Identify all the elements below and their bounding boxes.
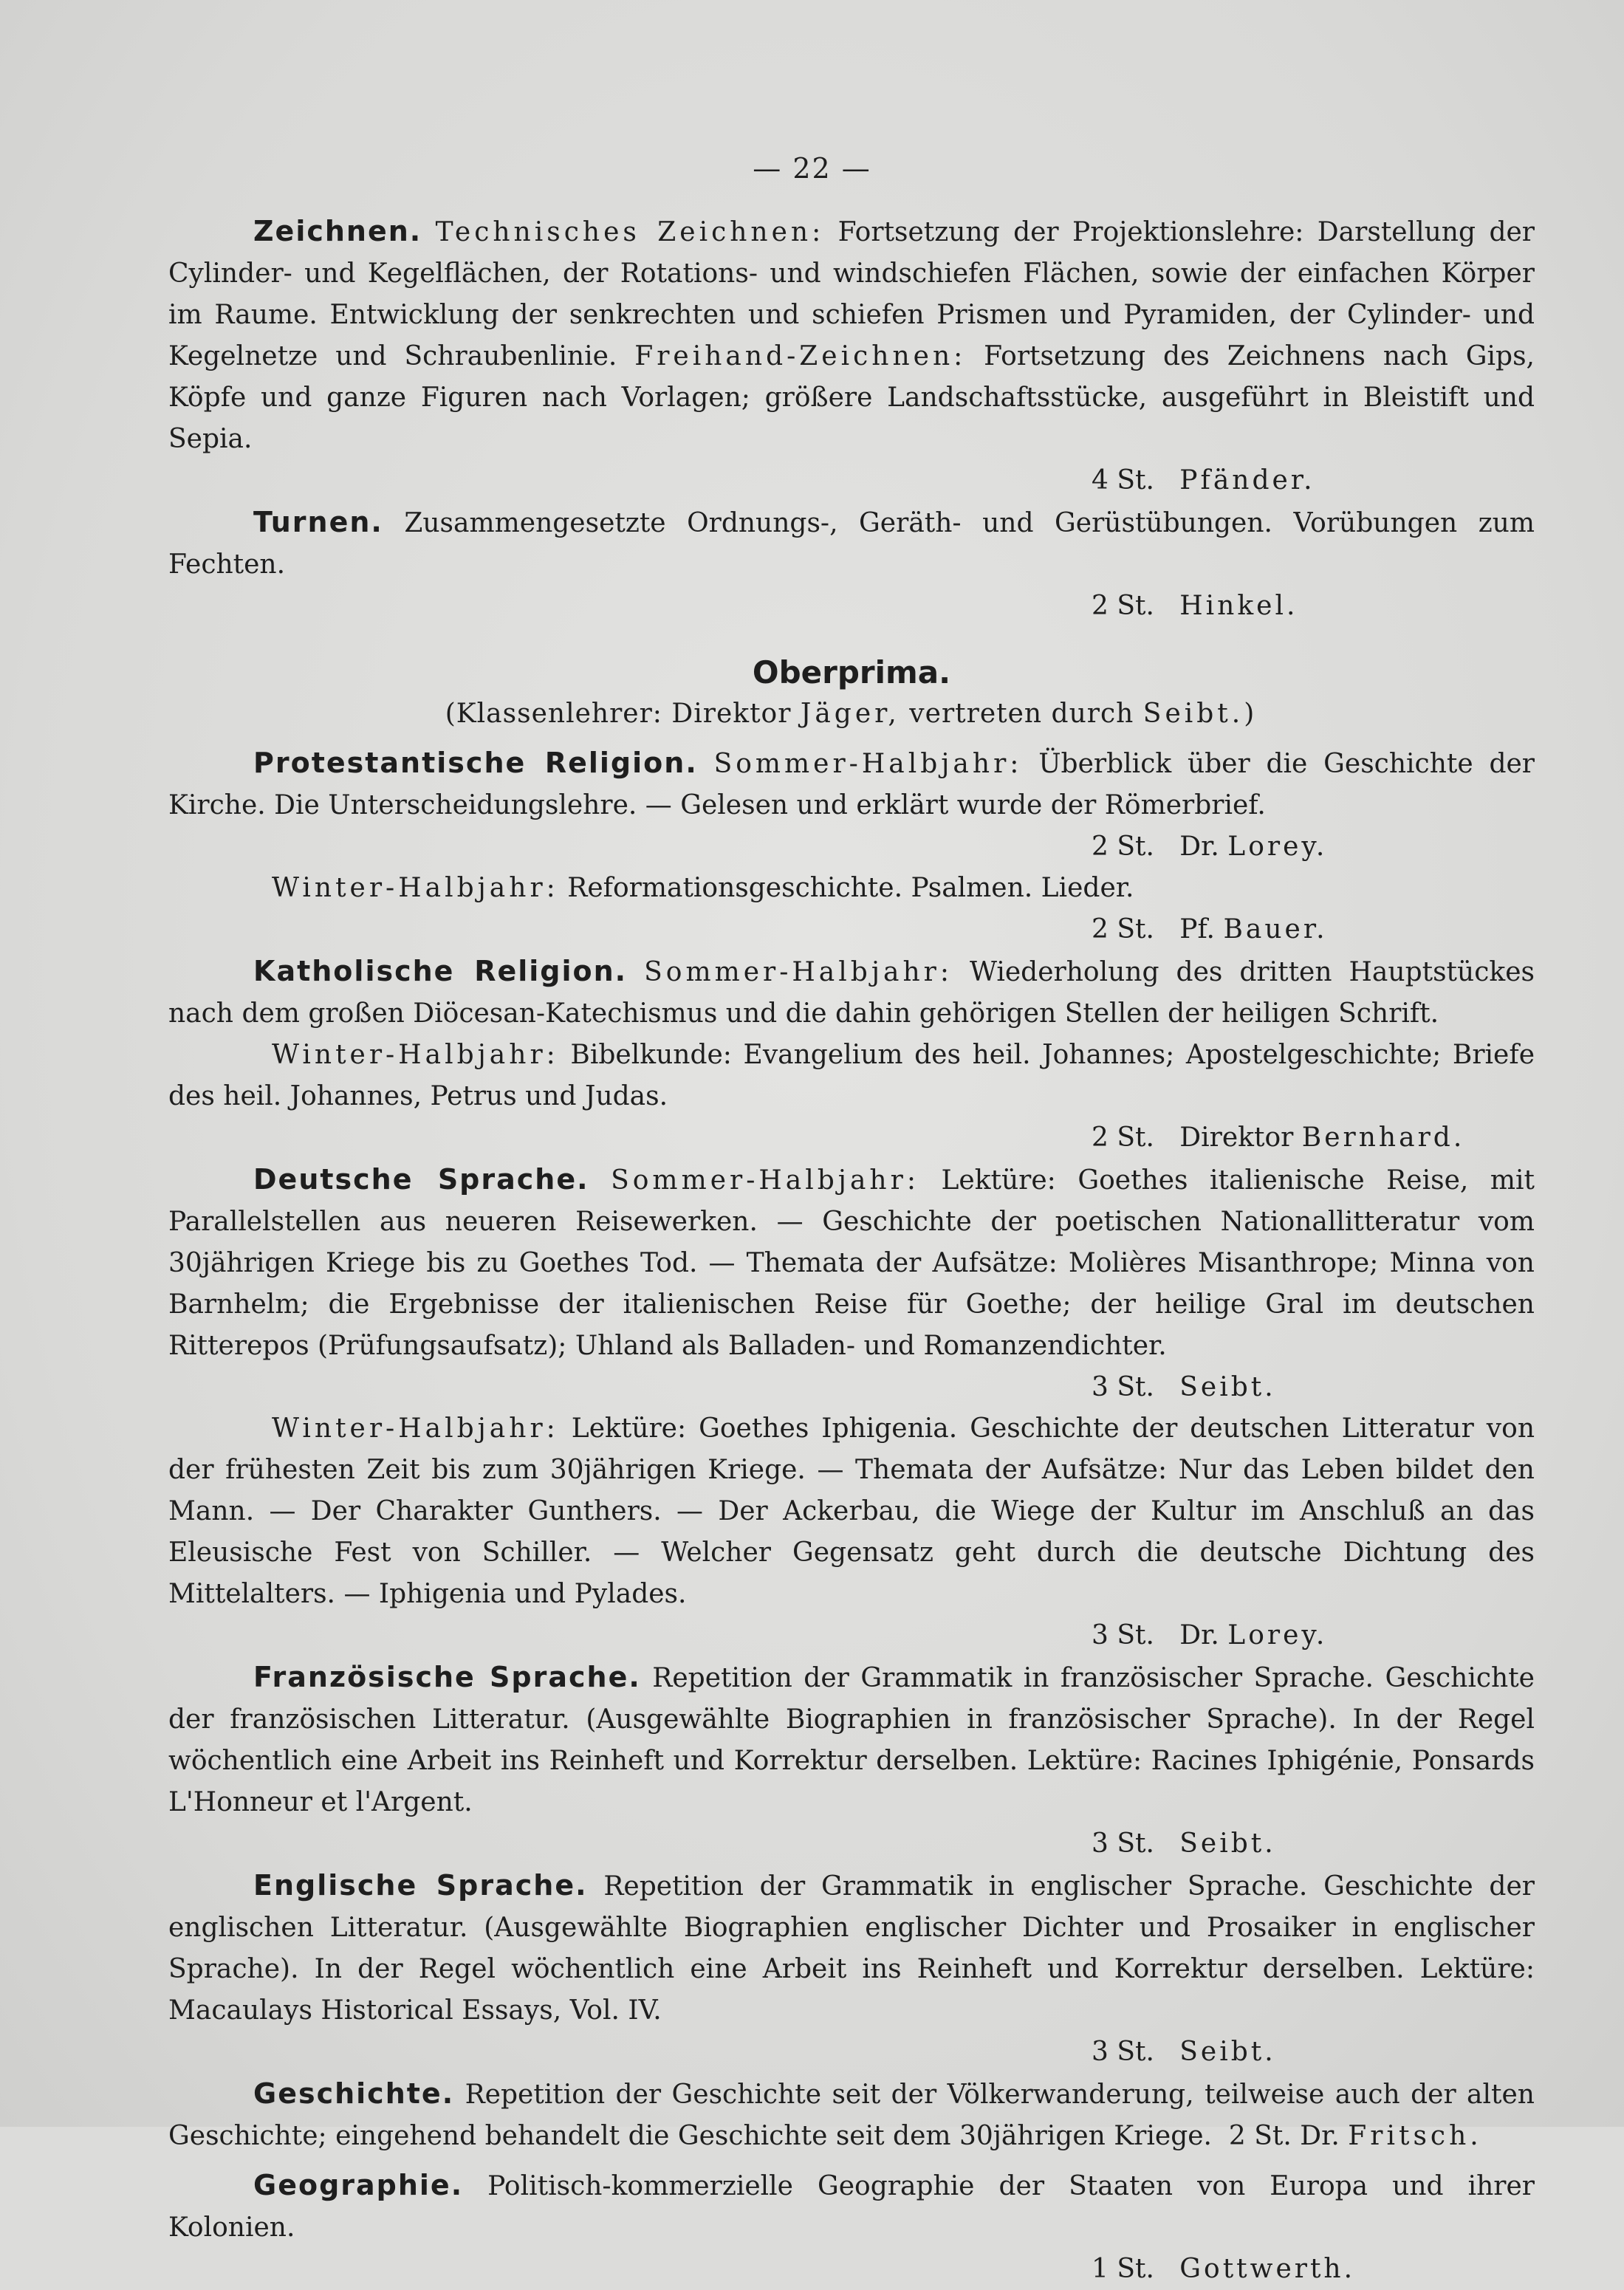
geschichte-teacher-title: Dr. xyxy=(1300,2121,1340,2151)
kath-religion-teacher-title: Direktor xyxy=(1179,1122,1294,1153)
kath-religion-summer xyxy=(168,950,1535,1035)
geschichte-text: Repetition der Geschichte seit der Völkerwanderung, teilweise auch der alten Geschichte; eingehend behandelt die Geschichte seit dem 30jährigen Kriege. xyxy=(168,2080,1535,2151)
geographie-teacher: Gottwerth. xyxy=(1179,2254,1356,2284)
kath-religion-winter-label: Winter-Halbjahr: xyxy=(272,1040,559,1070)
zeichnen-paragraph xyxy=(168,210,1535,460)
deutsch-winter-label: Winter-Halbjahr: xyxy=(272,1413,559,1444)
ev-religion-winter-teacher-title: Pf. xyxy=(1179,914,1215,945)
deutsch-winter-teacher: Lorey. xyxy=(1227,1620,1328,1650)
ev-religion-summer xyxy=(168,742,1535,826)
kath-religion-teacher: Bernhard. xyxy=(1301,1122,1465,1153)
kath-religion-title: Katholische Religion. xyxy=(253,955,628,987)
geschichte-title: Geschichte. xyxy=(253,2077,455,2110)
deutsch-winter-text: Lektüre: Goethes Iphigenia. Geschichte der deutschen Litteratur von der frühesten Zeit bis zum 30jährigen Kriege. — Themata der Aufsätze: Nur das Leben bildet den Mann. — Der Charakter Gunthers. — Der Ackerbau, die Wiege der Kultur im Anschluß an das Eleusische Fest von Schiller. — Welcher Gegensatz geht durch die deutsche Dichtung des Mittelalters. — Iphigenia und Pylades. xyxy=(168,1413,1535,1609)
zeichnen-signature xyxy=(168,460,1535,501)
section-heading: Oberprima. xyxy=(752,654,951,690)
deutsch-summer-label: Sommer-Halbjahr: xyxy=(611,1165,919,1196)
deutsch-winter-signature xyxy=(168,1615,1535,1656)
turnen-hours: 2 St. xyxy=(1092,591,1154,621)
deutsch-summer-signature xyxy=(168,1367,1535,1408)
zeichnen-teacher: Pfänder. xyxy=(1179,465,1315,496)
geographie-text: Politisch-kommerzielle Geographie der Staaten von Europa und ihrer Kolonien. xyxy=(168,2171,1535,2243)
ev-religion-winter-teacher: Bauer. xyxy=(1223,914,1328,945)
turnen-signature xyxy=(168,586,1535,627)
turnen-paragraph xyxy=(168,501,1535,586)
ev-religion-winter-label: Winter-Halbjahr: xyxy=(272,873,559,903)
kath-religion-winter-text: Bibelkunde: Evangelium des heil. Johannes; Apostelgeschichte; Briefe des heil. Johannes, Petrus und Judas. xyxy=(168,1040,1535,1111)
class-teacher-mid: vertreten durch xyxy=(909,699,1134,729)
class-teacher-name: Jäger, xyxy=(800,699,900,729)
turnen-teacher: Hinkel. xyxy=(1179,591,1298,621)
engl-title: Englische Sprache. xyxy=(253,1869,588,1902)
ev-religion-title: Protestantische Religion. xyxy=(253,747,698,779)
class-teacher-prefix: (Klassenlehrer: Direktor xyxy=(445,699,792,729)
deutsch-title: Deutsche Sprache. xyxy=(253,1163,589,1196)
ev-religion-summer-text: Überblick über die Geschichte der Kirche. Die Unterscheidungslehre. — Gelesen und erklärt wurde der Römerbrief. xyxy=(168,749,1535,820)
zeichnen-frei-label: Freihand-Zeichnen: xyxy=(634,341,967,371)
geschichte-paragraph xyxy=(168,2073,1535,2157)
deutsch-summer-text: Lektüre: Goethes italienische Reise, mit Parallelstellen aus neueren Reisewerken. — Geschichte der poetischen Nationallitteratur vom 30jährigen Kriege bis zu Goethes Tod. — Themata der Aufsätze: Molières Misanthrope; Minna von Barnhelm; die Ergebnisse der italienischen Reise für Goethe; der heilige Gral im deutschen Ritterepos (Prüfungsaufsatz); Uhland als Balladen- und Romanzendichter. xyxy=(168,1165,1535,1361)
ev-religion-summer-hours: 2 St. xyxy=(1092,832,1154,862)
geographie-hours: 1 St. xyxy=(1092,2254,1154,2284)
geographie-paragraph xyxy=(168,2164,1535,2249)
ev-religion-winter-signature xyxy=(168,909,1535,950)
class-teacher-line xyxy=(168,693,1535,735)
franz-text: Repetition der Grammatik in französischer Sprache. Geschichte der französischen Litteratur. (Ausgewählte Biographien in französischer Sprache). In der Regel wöchentlich eine Arbeit ins Reinheft und Korrektur derselben. Lektüre: Racines Iphigénie, Ponsards L'Honneur et l'Argent. xyxy=(168,1663,1535,1817)
geschichte-hours: 2 St. xyxy=(1228,2121,1292,2151)
geschichte-teacher: Fritsch. xyxy=(1348,2121,1482,2151)
franz-hours: 3 St. xyxy=(1092,1828,1154,1859)
geographie-title: Geographie. xyxy=(253,2169,464,2201)
deutsch-summer-teacher: Seibt. xyxy=(1179,1372,1276,1402)
deutsch-summer-hours: 3 St. xyxy=(1092,1372,1154,1402)
franz-title: Französische Sprache. xyxy=(253,1661,641,1693)
zeichnen-title: Zeichnen. xyxy=(253,215,422,247)
ev-religion-summer-teacher-title: Dr. xyxy=(1179,832,1219,862)
class-teacher-substitute: Seibt.) xyxy=(1142,699,1258,729)
zeichnen-hours: 4 St. xyxy=(1092,465,1154,496)
ev-religion-summer-signature xyxy=(168,826,1535,868)
engl-hours: 3 St. xyxy=(1092,2037,1154,2067)
kath-religion-winter xyxy=(168,1035,1535,1117)
zeichnen-tech-text: Fortsetzung der Projektionslehre: Darstellung der Cylinder- und Kegelflächen, der Rotations- und windschiefen Flächen, sowie der einfachen Körper im Raume. Entwicklung der senkrechten und schiefen Prismen und Pyramiden, der Cylinder- und Kegelnetze und Schraubenlinie. xyxy=(168,217,1535,371)
kath-religion-hours: 2 St. xyxy=(1092,1122,1154,1153)
deutsch-winter-hours: 3 St. xyxy=(1092,1620,1154,1650)
deutsch-summer xyxy=(168,1159,1535,1367)
ev-religion-winter-text: Reformationsgeschichte. Psalmen. Lieder. xyxy=(567,873,1134,903)
engl-paragraph xyxy=(168,1865,1535,2032)
geographie-signature xyxy=(168,2249,1535,2290)
franz-paragraph xyxy=(168,1656,1535,1823)
turnen-title: Turnen. xyxy=(253,506,383,538)
ev-religion-summer-label: Sommer-Halbjahr: xyxy=(713,749,1023,779)
kath-religion-signature xyxy=(168,1117,1535,1159)
ev-religion-summer-teacher: Lorey. xyxy=(1227,832,1328,862)
kath-religion-summer-label: Sommer-Halbjahr: xyxy=(644,957,953,987)
deutsch-winter-teacher-title: Dr. xyxy=(1179,1620,1219,1650)
page-number: — 22 — xyxy=(753,152,871,185)
deutsch-winter xyxy=(168,1408,1535,1615)
kath-religion-summer-text: Wiederholung des dritten Hauptstückes nach dem großen Diöcesan-Katechismus und die dahin gehörigen Stellen der heiligen Schrift. xyxy=(168,957,1535,1029)
zeichnen-frei-text: Fortsetzung des Zeichnens nach Gips, Köpfe und ganze Figuren nach Vorlagen; größere Landschaftsstücke, ausgeführt in Bleistift und Sepia. xyxy=(168,341,1535,454)
zeichnen-tech-label: Technisches Zeichnen: xyxy=(435,217,825,247)
engl-teacher: Seibt. xyxy=(1179,2037,1276,2067)
engl-text: Repetition der Grammatik in englischer Sprache. Geschichte der englischen Litteratur. (Ausgewählte Biographien englischer Dichter und Prosaiker in englischer Sprache). In der Regel wöchentlich eine Arbeit ins Reinheft und Korrektur derselben. Lektüre: Macaulays Historical Essays, Vol. IV. xyxy=(168,1871,1535,2026)
body-text xyxy=(168,210,1535,2290)
turnen-text: Zusammengesetzte Ordnungs-, Geräth- und Gerüstübungen. Vorübungen zum Fechten. xyxy=(168,508,1535,580)
franz-teacher: Seibt. xyxy=(1179,1828,1276,1859)
ev-religion-winter-hours: 2 St. xyxy=(1092,914,1154,945)
engl-signature xyxy=(168,2032,1535,2073)
ev-religion-winter xyxy=(168,868,1535,909)
franz-signature xyxy=(168,1823,1535,1865)
